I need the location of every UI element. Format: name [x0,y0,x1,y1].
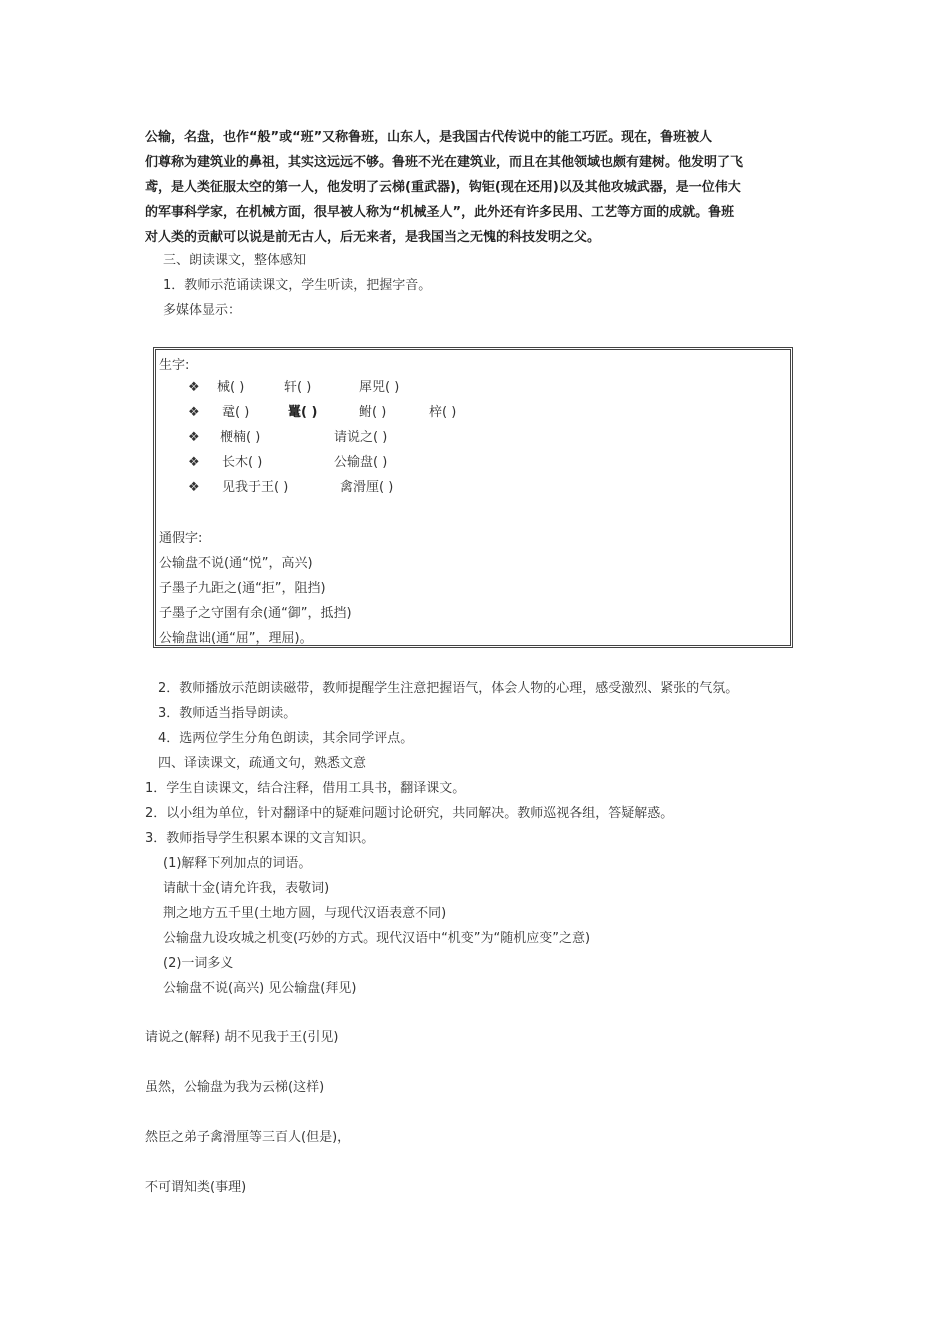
intro-line: 的军事科学家，在机械方面，很早被人称为“机械圣人”，此外还有许多民用、工艺等方面的成就。鲁班 [145,205,735,220]
new-char-item: 鼋( ) [222,405,250,420]
tail-line: 请说之(解释) 胡不见我于王(引见) [145,1030,339,1045]
new-char-item: 长木( ) [222,455,263,470]
multimedia-label: 多媒体显示： [163,303,242,318]
tongjia-item: 公输盘不说(通“悦”，高兴) [159,556,313,571]
tail-line: 虽然，公输盘为我为云梯(这样) [145,1080,325,1095]
step-text: 3．教师适当指导朗读。 [158,706,297,721]
tongjia-item: 公输盘诎(通“屈”，理屈)。 [159,631,313,646]
section4-step: 1．学生自读课文，结合注释，借用工具书，翻译课文。 [145,781,466,796]
step1-text: 1．教师示范诵读课文，学生听读，把握字音。 [163,278,432,293]
multimedia-box [153,347,793,648]
intro-line: 对人类的贡献可以说是前无古人，后无来者，是我国当之无愧的科技发明之父。 [145,230,601,245]
intro-line: 鸢，是人类征服太空的第一人，他发明了云梯(重武器)，钩钜(现在还用)以及其他攻城武器，是一位伟大 [145,180,741,195]
intro-line: 们尊称为建筑业的鼻祖，其实这远远不够。鲁班不光在建筑业，而且在其他领域也颇有建树。他发明了飞 [145,155,744,170]
new-char-item: 轩( ) [284,380,312,395]
tongjia-item: 子墨子九距之(通“拒”，阻挡) [159,581,326,596]
new-char-item: 械( ) [217,380,245,395]
sub2-title: (2)一词多义 [163,956,234,971]
sub1-item: 公输盘九设攻城之机变(巧妙的方式。现代汉语中“机变”为“随机应变”之意) [163,931,591,946]
new-char-item: 禽滑厘( ) [340,480,394,495]
new-char-item: 犀兕( ) [359,380,400,395]
section4-title: 四、译读课文，疏通文句，熟悉文意 [158,756,367,771]
bullet-icon: ❖ [188,455,200,470]
new-char-item: 鼍( ) [288,405,318,420]
sub1-title: (1)解释下列加点的词语。 [163,856,312,871]
section4-step: 2．以小组为单位，针对翻译中的疑难问题讨论研究，共同解决。教师巡视各组，答疑解惑。 [145,806,674,821]
tail-line: 然臣之弟子禽滑厘等三百人(但是)， [145,1130,351,1145]
section3-title: 三、朗读课文，整体感知 [163,253,307,268]
new-char-item: 见我于王( ) [222,480,289,495]
section4-step: 3．教师指导学生积累本课的文言知识。 [145,831,375,846]
new-char-item: 楩楠( ) [220,430,261,445]
bullet-icon: ❖ [188,430,200,445]
sub2-first-line: 公输盘不说(高兴) 见公输盘(拜见) [163,981,357,996]
new-char-item: 请说之( ) [334,430,388,445]
tail-line: 不可谓知类(事理) [145,1180,247,1195]
sub1-item: 请献十金(请允许我，表敬词) [163,881,330,896]
new-char-item: 梓( ) [429,405,457,420]
sub1-item: 荆之地方五千里(土地方圆，与现代汉语表意不同) [163,906,447,921]
bullet-icon: ❖ [188,480,200,495]
new-char-item: 鲋( ) [359,405,387,420]
step-text: 4．选两位学生分角色朗读，其余同学评点。 [158,731,414,746]
tongjia-label: 通假字: [159,531,203,546]
new-char-item: 公输盘( ) [334,455,388,470]
new-chars-label: 生字: [159,358,190,373]
bullet-icon: ❖ [188,380,200,395]
bullet-icon: ❖ [188,405,200,420]
intro-paragraph [145,125,805,250]
step-text: 2．教师播放示范朗读磁带，教师提醒学生注意把握语气，体会人物的心理，感受激烈、紧张的气氛。 [158,681,739,696]
tongjia-item: 子墨子之守圉有余(通“御”，抵挡) [159,606,352,621]
intro-line: 公输，名盘，也作“般”或“班”又称鲁班，山东人，是我国古代传说中的能工巧匠。现在，鲁班被人 [145,130,713,145]
